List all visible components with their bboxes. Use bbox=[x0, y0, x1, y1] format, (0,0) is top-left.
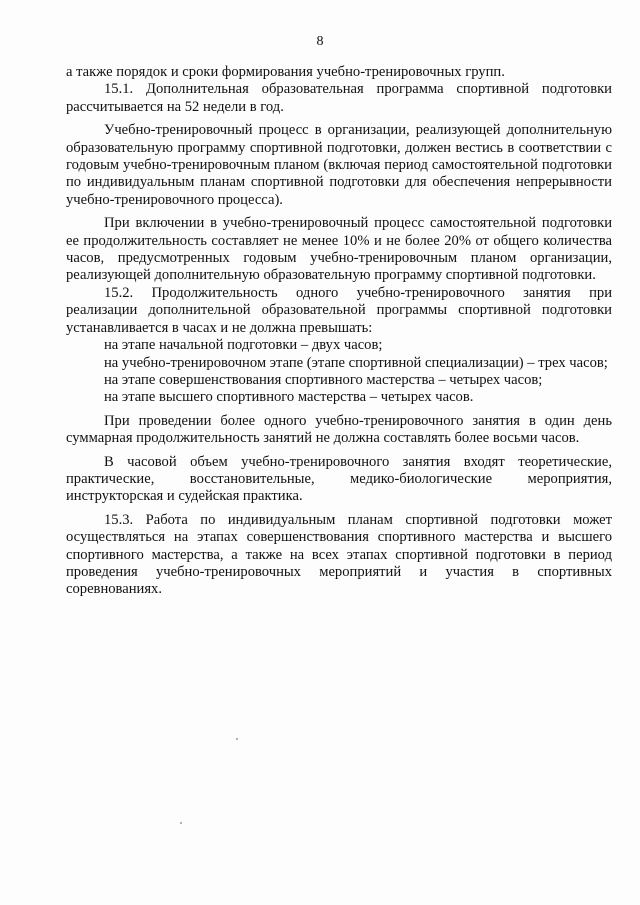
document-body bbox=[66, 64, 612, 599]
paragraph-multiple-sessions: При проведении более одного учебно-тренировочного занятия в один день суммарная продолжительность занятий не должна составлять более восьми часов. bbox=[66, 412, 612, 447]
list-item-initial-stage: на этапе начальной подготовки – двух часов; bbox=[104, 337, 383, 354]
list-item-training-stage: на учебно-тренировочном этапе (этапе спортивной специализации) – трех часов; bbox=[104, 354, 608, 371]
paragraph-hourly-volume: В часовой объем учебно-тренировочного занятия входят теоретические, практические, восстановительные, медико-биологические мероприятия, инструкторская и судейская практика. bbox=[66, 453, 612, 505]
paragraph-15-1: 15.1. Дополнительная образовательная программа спортивной подготовки рассчитывается на 52 недели в год. bbox=[66, 81, 612, 115]
paragraph-training-process: Учебно-тренировочный процесс в организации, реализующей дополнительную образовательную программу спортивной подготовки, должен вестись в соответствии с годовым учебно-тренировочным планом (включая период самостоятельной подготовки по индивидуальным планам спортивной подготовки для обеспечения непрерывности учебно-тренировочного процесса). bbox=[66, 122, 612, 208]
list-item-higher-stage: на этапе высшего спортивного мастерства – четырех часов. bbox=[104, 389, 474, 406]
list-item-improvement-stage: на этапе совершенствования спортивного мастерства – четырех часов; bbox=[104, 371, 543, 388]
scan-speck bbox=[180, 822, 182, 824]
paragraph-continuation: а также порядок и сроки формирования учебно-тренировочных групп. bbox=[66, 64, 505, 80]
scan-speck bbox=[236, 738, 238, 740]
paragraph-15-2: 15.2. Продолжительность одного учебно-тренировочного занятия при реализации дополнительной образовательной программы спортивной подготовки устанавливается в часах и не должна превышать: bbox=[66, 284, 612, 336]
paragraph-self-preparation: При включении в учебно-тренировочный процесс самостоятельной подготовки ее продолжительность составляет не менее 10% и не более 20% от общего количества часов, предусмотренных годовым учебно-тренировочным планом организации, реализующей дополнительную образовательную программу спортивной подготовки. bbox=[66, 215, 612, 284]
paragraph-15-3: 15.3. Работа по индивидуальным планам спортивной подготовки может осуществляться на этапах совершенствования спортивного мастерства и высшего спортивного мастерства, а также на всех этапах спортивной подготовки в период проведения учебно-тренировочных мероприятий и участия в спортивных соревнованиях. bbox=[66, 511, 612, 598]
page-number: 8 bbox=[316, 34, 324, 49]
